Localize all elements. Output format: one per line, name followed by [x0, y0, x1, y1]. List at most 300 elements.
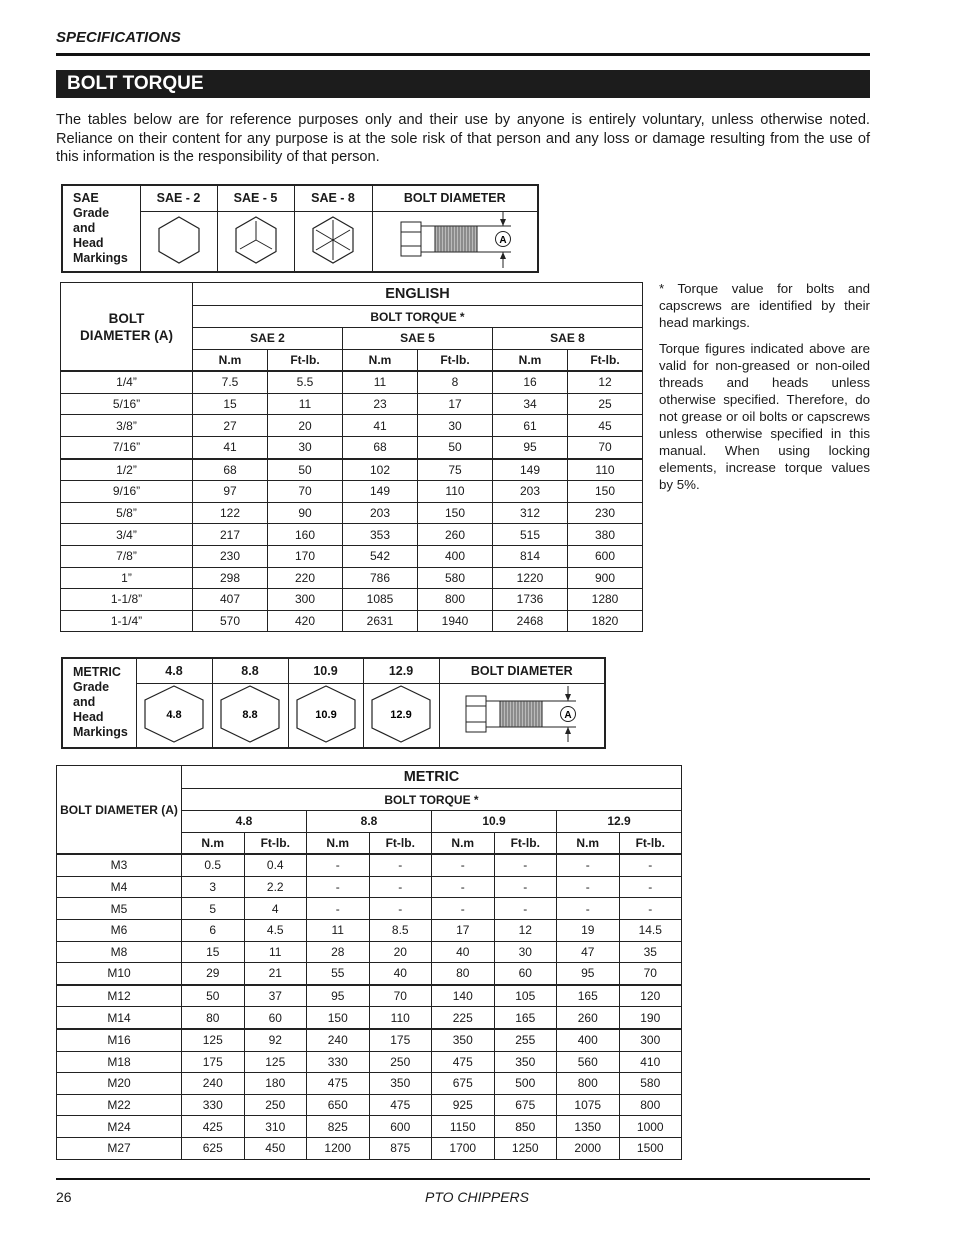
- torque-cell: 675: [494, 1094, 557, 1116]
- grade-header: 4.8: [182, 811, 307, 833]
- torque-cell: 298: [193, 567, 268, 589]
- unit-header: Ft-lb.: [568, 349, 643, 371]
- torque-cell: 1150: [432, 1116, 495, 1138]
- torque-cell: 600: [369, 1116, 432, 1138]
- bolt-size-cell: 1/2”: [61, 459, 193, 481]
- torque-cell: 95: [307, 985, 370, 1007]
- table-row: [57, 876, 682, 898]
- table-row: [57, 1073, 682, 1095]
- table-row: [57, 1116, 682, 1138]
- torque-cell: 0.5: [182, 854, 245, 876]
- torque-cell: 900: [568, 567, 643, 589]
- bolt-size-cell: 3/8”: [61, 415, 193, 437]
- bolt-size-cell: M3: [57, 854, 182, 876]
- torque-cell: 70: [268, 481, 343, 503]
- torque-cell: 50: [268, 459, 343, 481]
- torque-cell: 110: [369, 1007, 432, 1029]
- table-row: [57, 1094, 682, 1116]
- torque-cell: 102: [343, 459, 418, 481]
- torque-cell: 170: [268, 545, 343, 567]
- torque-cell: 220: [268, 567, 343, 589]
- torque-note: Torque figures indicated above are valid for non-greased or non-oiled threads and heads unless otherwise specified. Therefore, do not grease or oil bolts or capscrews unless otherwise specified in this manual. When using locking elements, increase torque values by 5%.: [659, 341, 870, 492]
- torque-cell: 80: [432, 963, 495, 985]
- footer-divider: [56, 1178, 870, 1180]
- torque-cell: 190: [619, 1007, 682, 1029]
- torque-cell: 12: [494, 919, 557, 941]
- torque-cell: 5: [182, 898, 245, 920]
- bolt-size-cell: M10: [57, 963, 182, 985]
- torque-cell: 110: [418, 481, 493, 503]
- bolt-torque-header: BOLT TORQUE *: [182, 789, 682, 811]
- unit-header: N.m: [182, 832, 245, 854]
- bolt-size-cell: M5: [57, 898, 182, 920]
- torque-cell: 203: [343, 502, 418, 524]
- table-row: [57, 1137, 682, 1159]
- unit-header: N.m: [193, 349, 268, 371]
- torque-cell: 407: [193, 589, 268, 611]
- torque-cell: 217: [193, 524, 268, 546]
- torque-cell: 68: [343, 436, 418, 458]
- torque-cell: 400: [557, 1029, 620, 1051]
- bolt-size-cell: 3/4”: [61, 524, 193, 546]
- intro-paragraph: The tables below are for reference purposes only and their use by anyone is entirely voluntary, unless otherwise noted. Reliance on their content for any purpose is at the sole risk of that person and any loss or damage resulting from the use of this information is the responsibility of that person.: [56, 112, 870, 165]
- torque-cell: 125: [182, 1029, 245, 1051]
- torque-cell: 650: [307, 1094, 370, 1116]
- bolt-size-cell: M6: [57, 919, 182, 941]
- torque-cell: 12: [568, 371, 643, 393]
- grade-10-9-head-icon: [288, 683, 363, 748]
- table-row: [57, 919, 682, 941]
- bolt-size-cell: 5/8”: [61, 502, 193, 524]
- table-row: [61, 481, 643, 503]
- english-torque-table: [60, 282, 643, 632]
- unit-header: N.m: [307, 832, 370, 854]
- torque-cell: 260: [557, 1007, 620, 1029]
- grade-8-8-head-icon: [212, 683, 288, 748]
- torque-cell: 60: [494, 963, 557, 985]
- sae-markings-table: [61, 184, 539, 273]
- grade-header: SAE - 8: [294, 185, 372, 211]
- svg-text:8.8: 8.8: [242, 708, 258, 721]
- torque-cell: 255: [494, 1029, 557, 1051]
- grade-header: SAE 5: [343, 328, 493, 350]
- bolt-size-cell: M12: [57, 985, 182, 1007]
- torque-cell: 34: [493, 393, 568, 415]
- torque-cell: 400: [418, 545, 493, 567]
- torque-cell: 600: [568, 545, 643, 567]
- torque-cell: 225: [432, 1007, 495, 1029]
- torque-cell: 230: [568, 502, 643, 524]
- torque-cell: 1280: [568, 589, 643, 611]
- grade-header: 10.9: [288, 658, 363, 683]
- torque-cell: 97: [193, 481, 268, 503]
- metric-title: METRIC: [182, 766, 682, 789]
- bolt-diameter-icon: [439, 683, 605, 748]
- bolt-torque-header: BOLT TORQUE *: [193, 306, 643, 328]
- grade-header: SAE - 2: [140, 185, 217, 211]
- table-row: [57, 963, 682, 985]
- table-row: [61, 415, 643, 437]
- torque-cell: -: [307, 854, 370, 876]
- bolt-size-cell: 1/4”: [61, 371, 193, 393]
- torque-cell: 1940: [418, 610, 493, 632]
- torque-cell: 125: [244, 1051, 307, 1073]
- torque-cell: 515: [493, 524, 568, 546]
- table-row: [61, 393, 643, 415]
- torque-cell: 2000: [557, 1137, 620, 1159]
- unit-header: Ft-lb.: [494, 832, 557, 854]
- torque-cell: 420: [268, 610, 343, 632]
- bolt-diameter-column-header: BOLT DIAMETER (A): [61, 283, 193, 372]
- svg-text:12.9: 12.9: [390, 708, 412, 721]
- torque-cell: 95: [557, 963, 620, 985]
- torque-cell: 1350: [557, 1116, 620, 1138]
- torque-cell: 6: [182, 919, 245, 941]
- table-row: [61, 371, 643, 393]
- table-row: [61, 436, 643, 458]
- torque-cell: -: [307, 876, 370, 898]
- torque-cell: 37: [244, 985, 307, 1007]
- table-row: [61, 524, 643, 546]
- bolt-size-cell: M22: [57, 1094, 182, 1116]
- torque-cell: 580: [619, 1073, 682, 1095]
- torque-cell: 15: [193, 393, 268, 415]
- torque-cell: 675: [432, 1073, 495, 1095]
- torque-cell: 45: [568, 415, 643, 437]
- torque-cell: 11: [307, 919, 370, 941]
- table-row: [61, 502, 643, 524]
- torque-cell: 240: [307, 1029, 370, 1051]
- torque-cell: 260: [418, 524, 493, 546]
- torque-cell: 120: [619, 985, 682, 1007]
- torque-cell: 8.5: [369, 919, 432, 941]
- torque-cell: 17: [432, 919, 495, 941]
- torque-cell: 110: [568, 459, 643, 481]
- unit-header: Ft-lb.: [418, 349, 493, 371]
- torque-cell: 1700: [432, 1137, 495, 1159]
- torque-cell: -: [494, 898, 557, 920]
- bolt-size-cell: 7/8”: [61, 545, 193, 567]
- torque-cell: 500: [494, 1073, 557, 1095]
- torque-cell: 11: [268, 393, 343, 415]
- torque-cell: 40: [432, 941, 495, 963]
- bolt-diameter-header: BOLT DIAMETER: [439, 658, 605, 683]
- torque-cell: 180: [244, 1073, 307, 1095]
- torque-cell: 475: [432, 1051, 495, 1073]
- torque-cell: 95: [493, 436, 568, 458]
- footer-title: PTO CHIPPERS: [425, 1189, 529, 1205]
- torque-cell: 330: [182, 1094, 245, 1116]
- table-row: [57, 898, 682, 920]
- torque-cell: 27: [193, 415, 268, 437]
- torque-cell: 40: [369, 963, 432, 985]
- unit-header: Ft-lb.: [268, 349, 343, 371]
- torque-cell: 50: [418, 436, 493, 458]
- torque-cell: 1000: [619, 1116, 682, 1138]
- bolt-size-cell: M14: [57, 1007, 182, 1029]
- torque-cell: -: [432, 898, 495, 920]
- torque-cell: -: [432, 876, 495, 898]
- bolt-size-cell: M18: [57, 1051, 182, 1073]
- unit-header: N.m: [432, 832, 495, 854]
- torque-cell: 2.2: [244, 876, 307, 898]
- torque-cell: 68: [193, 459, 268, 481]
- torque-cell: 149: [343, 481, 418, 503]
- torque-cell: 450: [244, 1137, 307, 1159]
- unit-header: Ft-lb.: [619, 832, 682, 854]
- header-divider: [56, 53, 870, 56]
- torque-footnote: * Torque value for bolts and capscrews are identified by their head markings.: [659, 281, 870, 330]
- dimension-letter: A: [499, 234, 507, 246]
- torque-cell: 7.5: [193, 371, 268, 393]
- torque-cell: 850: [494, 1116, 557, 1138]
- torque-cell: 23: [343, 393, 418, 415]
- svg-text:10.9: 10.9: [314, 708, 337, 721]
- grade-header: 12.9: [363, 658, 439, 683]
- torque-cell: -: [432, 854, 495, 876]
- bolt-size-cell: M24: [57, 1116, 182, 1138]
- torque-cell: 310: [244, 1116, 307, 1138]
- torque-cell: 17: [418, 393, 493, 415]
- torque-cell: 50: [182, 985, 245, 1007]
- bolt-diameter-column-header: BOLT DIAMETER (A): [57, 766, 182, 855]
- torque-cell: 475: [307, 1073, 370, 1095]
- torque-cell: 55: [307, 963, 370, 985]
- torque-cell: 1085: [343, 589, 418, 611]
- torque-cell: 1736: [493, 589, 568, 611]
- torque-cell: 30: [494, 941, 557, 963]
- torque-cell: 230: [193, 545, 268, 567]
- torque-cell: 580: [418, 567, 493, 589]
- torque-cell: 475: [369, 1094, 432, 1116]
- torque-cell: -: [557, 876, 620, 898]
- torque-cell: 150: [418, 502, 493, 524]
- unit-header: N.m: [493, 349, 568, 371]
- torque-cell: 1500: [619, 1137, 682, 1159]
- torque-cell: 330: [307, 1051, 370, 1073]
- table-row: [61, 610, 643, 632]
- torque-cell: 1075: [557, 1094, 620, 1116]
- torque-cell: 410: [619, 1051, 682, 1073]
- bolt-size-cell: 1-1/4”: [61, 610, 193, 632]
- torque-cell: 203: [493, 481, 568, 503]
- torque-cell: 15: [182, 941, 245, 963]
- metric-markings-label: METRIC Grade and Head Markings: [62, 658, 136, 748]
- torque-cell: 175: [369, 1029, 432, 1051]
- torque-cell: 35: [619, 941, 682, 963]
- table-row: [61, 459, 643, 481]
- table-row: [61, 545, 643, 567]
- torque-cell: 2468: [493, 610, 568, 632]
- torque-cell: 625: [182, 1137, 245, 1159]
- torque-cell: 175: [182, 1051, 245, 1073]
- torque-cell: 47: [557, 941, 620, 963]
- torque-cell: 814: [493, 545, 568, 567]
- table-row: [57, 854, 682, 876]
- table-row: [57, 1029, 682, 1051]
- bolt-diameter-header: BOLT DIAMETER: [372, 185, 538, 211]
- torque-cell: 425: [182, 1116, 245, 1138]
- svg-text:4.8: 4.8: [166, 708, 182, 721]
- torque-cell: 1820: [568, 610, 643, 632]
- torque-cell: -: [494, 854, 557, 876]
- torque-cell: 542: [343, 545, 418, 567]
- bolt-size-cell: 7/16”: [61, 436, 193, 458]
- torque-cell: 105: [494, 985, 557, 1007]
- torque-cell: 149: [493, 459, 568, 481]
- unit-header: Ft-lb.: [244, 832, 307, 854]
- bolt-size-cell: M20: [57, 1073, 182, 1095]
- torque-cell: 21: [244, 963, 307, 985]
- bolt-size-cell: M16: [57, 1029, 182, 1051]
- torque-cell: 90: [268, 502, 343, 524]
- torque-cell: 4: [244, 898, 307, 920]
- torque-cell: 30: [418, 415, 493, 437]
- unit-header: Ft-lb.: [369, 832, 432, 854]
- torque-cell: 19: [557, 919, 620, 941]
- table-row: [57, 1007, 682, 1029]
- torque-cell: 150: [307, 1007, 370, 1029]
- torque-cell: 4.5: [244, 919, 307, 941]
- torque-cell: 70: [369, 985, 432, 1007]
- torque-cell: 122: [193, 502, 268, 524]
- metric-torque-table: [56, 765, 682, 1160]
- torque-cell: 75: [418, 459, 493, 481]
- torque-cell: -: [369, 876, 432, 898]
- table-row: [57, 985, 682, 1007]
- torque-cell: 25: [568, 393, 643, 415]
- torque-cell: 875: [369, 1137, 432, 1159]
- section-header: SPECIFICATIONS: [56, 29, 181, 46]
- torque-cell: 800: [557, 1073, 620, 1095]
- torque-cell: 150: [568, 481, 643, 503]
- torque-cell: -: [557, 898, 620, 920]
- torque-cell: 29: [182, 963, 245, 985]
- torque-cell: 28: [307, 941, 370, 963]
- grade-12-9-head-icon: [363, 683, 439, 748]
- torque-cell: 8: [418, 371, 493, 393]
- torque-cell: 92: [244, 1029, 307, 1051]
- grade-header: 12.9: [557, 811, 682, 833]
- torque-cell: 70: [619, 963, 682, 985]
- table-row: [57, 1051, 682, 1073]
- dimension-letter: A: [564, 709, 572, 721]
- bolt-size-cell: 1-1/8”: [61, 589, 193, 611]
- grade-header: 4.8: [136, 658, 212, 683]
- torque-cell: 5.5: [268, 371, 343, 393]
- sae-markings-label: SAE Grade and Head Markings: [62, 185, 140, 272]
- torque-cell: 312: [493, 502, 568, 524]
- torque-cell: 165: [494, 1007, 557, 1029]
- bolt-size-cell: M27: [57, 1137, 182, 1159]
- torque-cell: 380: [568, 524, 643, 546]
- torque-cell: 1220: [493, 567, 568, 589]
- torque-cell: 20: [268, 415, 343, 437]
- bolt-size-cell: 9/16”: [61, 481, 193, 503]
- torque-cell: 350: [369, 1073, 432, 1095]
- torque-cell: 16: [493, 371, 568, 393]
- torque-cell: 1250: [494, 1137, 557, 1159]
- torque-cell: 140: [432, 985, 495, 1007]
- grade-header: SAE 2: [193, 328, 343, 350]
- grade-header: 10.9: [432, 811, 557, 833]
- torque-cell: -: [307, 898, 370, 920]
- bolt-size-cell: 1”: [61, 567, 193, 589]
- torque-cell: 41: [343, 415, 418, 437]
- torque-cell: 2631: [343, 610, 418, 632]
- torque-cell: 61: [493, 415, 568, 437]
- torque-cell: 800: [619, 1094, 682, 1116]
- torque-cell: 14.5: [619, 919, 682, 941]
- torque-cell: 30: [268, 436, 343, 458]
- table-row: [57, 941, 682, 963]
- torque-cell: 70: [568, 436, 643, 458]
- torque-cell: 41: [193, 436, 268, 458]
- torque-cell: 825: [307, 1116, 370, 1138]
- unit-header: N.m: [343, 349, 418, 371]
- sae8-head-icon: [294, 211, 372, 272]
- torque-cell: 20: [369, 941, 432, 963]
- torque-cell: 250: [244, 1094, 307, 1116]
- torque-cell: 3: [182, 876, 245, 898]
- torque-cell: -: [494, 876, 557, 898]
- page-number: 26: [56, 1189, 72, 1205]
- grade-4-8-head-icon: [136, 683, 212, 748]
- torque-cell: 570: [193, 610, 268, 632]
- torque-cell: -: [369, 898, 432, 920]
- grade-header: SAE 8: [493, 328, 643, 350]
- torque-cell: 353: [343, 524, 418, 546]
- torque-cell: 11: [343, 371, 418, 393]
- torque-cell: 60: [244, 1007, 307, 1029]
- table-row: [61, 589, 643, 611]
- torque-cell: 925: [432, 1094, 495, 1116]
- torque-cell: 1200: [307, 1137, 370, 1159]
- torque-cell: 560: [557, 1051, 620, 1073]
- torque-cell: -: [619, 876, 682, 898]
- torque-cell: -: [619, 898, 682, 920]
- grade-header: SAE - 5: [217, 185, 294, 211]
- sae5-head-icon: [217, 211, 294, 272]
- torque-cell: 300: [619, 1029, 682, 1051]
- torque-cell: 80: [182, 1007, 245, 1029]
- sae2-head-icon: [140, 211, 217, 272]
- torque-cell: -: [557, 854, 620, 876]
- torque-cell: 350: [432, 1029, 495, 1051]
- bolt-size-cell: 5/16”: [61, 393, 193, 415]
- bolt-diameter-icon: [372, 211, 538, 272]
- unit-header: N.m: [557, 832, 620, 854]
- torque-cell: -: [619, 854, 682, 876]
- torque-cell: 300: [268, 589, 343, 611]
- grade-header: 8.8: [212, 658, 288, 683]
- bolt-size-cell: M8: [57, 941, 182, 963]
- grade-header: 8.8: [307, 811, 432, 833]
- page-title: BOLT TORQUE: [56, 70, 870, 98]
- bolt-size-cell: M4: [57, 876, 182, 898]
- torque-cell: 160: [268, 524, 343, 546]
- metric-markings-table: [61, 657, 606, 749]
- torque-cell: 786: [343, 567, 418, 589]
- table-row: [61, 567, 643, 589]
- english-title: ENGLISH: [193, 283, 643, 306]
- torque-cell: 800: [418, 589, 493, 611]
- torque-cell: 240: [182, 1073, 245, 1095]
- torque-cell: 250: [369, 1051, 432, 1073]
- torque-cell: 350: [494, 1051, 557, 1073]
- torque-cell: 0.4: [244, 854, 307, 876]
- torque-cell: -: [369, 854, 432, 876]
